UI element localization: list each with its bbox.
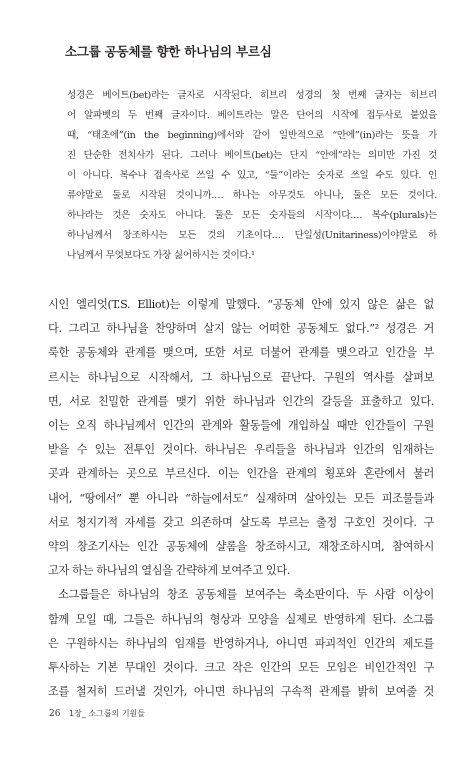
quote-line: 어 알파벳의 두 번째 글자이다. 베이트라는 말은 단어의 시작에 접두사로 붙었을: [67, 110, 437, 121]
body-line: 함께 모일 때, 그들은 하나님의 형상과 모양을 실제로 반영하게 된다. 소그룹: [48, 612, 434, 626]
body-line: 이는 오직 하나님께서 인간의 관계와 활동들에 개입하실 때만 인간들이 구원: [48, 419, 434, 433]
chapter-title: 1장_ 소그룹의 기원들: [69, 709, 145, 718]
body-text: [48, 293, 434, 704]
body-line: 소그룹들은 하나님의 창조 공동체를 보여주는 축소판이다. 두 사람 이상이: [58, 588, 434, 602]
body-line: 면, 서로 친밀한 관계를 맺기 위한 하나님과 인간의 갈등을 표출하고 있다.: [48, 394, 434, 408]
body-line: 곳과 관계하는 곳으로 부르신다. 이는 인간을 관계의 횡포와 혼란에서 불러: [48, 467, 434, 481]
quote-line: 진 단순한 전치사가 된다. 그러나 베이트(bet)는 단지 “안에”라는 의미만 가진 것: [67, 150, 437, 161]
quote-line: 성경은 베이트(bet)라는 글자로 시작된다. 히브리 성경의 첫 번째 글자는 히브리: [67, 90, 437, 101]
block-quote: [67, 86, 437, 266]
body-line: 시인 엘리엇(T.S. Elliot)는 이렇게 말했다. “공동체 안에 있지 않은 삶은 없: [48, 298, 434, 311]
section-title: 소그룹 공동체를 향한 하나님의 부르심: [65, 44, 272, 59]
body-line: 고자 하는 하나님의 열심을 간략하게 보여주고 있다.: [48, 564, 291, 578]
body-line: 조를 철저히 드러낼 것인가, 아니면 하나님의 구속적 관계를 밝히 보여줄 것: [48, 685, 434, 699]
page-number: 26: [49, 709, 61, 719]
body-line: 르시는 하나님으로 시작해서, 그 하나님으로 끝난다. 구원의 역사를 살펴보: [48, 370, 434, 384]
body-line: 약의 창조기사는 인간 공동체에 샬롬을 창조하시고, 재창조하시며, 참여하시: [48, 540, 434, 554]
body-line: 내어, “땅에서” 뿐 아니라 “하늘에서도” 실재하며 살아있는 모든 피조물들과: [48, 491, 434, 505]
body-line: 받을 수 있는 전투인 것이다. 하나님은 우리들을 하나님과 인간의 임재하는: [48, 443, 434, 457]
body-line: 서로 청지기적 자세를 갖고 의존하며 살도록 부르는 출정 구호인 것이다. 구: [48, 515, 434, 529]
body-line: 다. 그리고 하나님을 찬양하며 살지 않는 어떠한 공동체도 없다.”² 성경은 거: [48, 322, 434, 336]
body-line: 은 구원하시는 하나님의 임재를 반영하거나, 아니면 파괴적인 인간의 제도를: [48, 636, 434, 650]
quote-line: 하나님께서 창조하시는 모든 것의 기초이다.… 단일성(Unitariness)이야말로 하: [67, 230, 437, 241]
page-footer: [49, 708, 145, 719]
body-line: 룩한 공동체와 관계를 맺으며, 또한 서로 더불어 관계를 맺으라고 인간을 부: [48, 346, 434, 360]
quote-line: 나님께서 무엇보다도 가장 싫어하시는 것이다.¹: [67, 250, 255, 261]
quote-line: 이 아니다. 복수나 접속사로 쓰일 수 있고, “둘”이라는 숫자로 쓰일 수도 있다. 인: [67, 170, 437, 181]
quote-line: 류야말로 둘로 시작된 것이니까.… 하나는 아무것도 아니나, 둘은 모든 것이다.: [67, 190, 437, 201]
quote-line: 하나라는 것은 숫자도 아니다. 둘은 모든 숫자들의 시작이다.… 복수(plurals)는: [67, 210, 437, 221]
quote-line: 때, “태초에”(in the beginning)에서와 같이 일반적으로 “안에”(in)라는 뜻을 가: [67, 130, 437, 141]
body-line: 투사하는 기본 무대인 것이다. 크고 작은 인간의 모든 모임은 비인간적인 구: [48, 661, 434, 675]
